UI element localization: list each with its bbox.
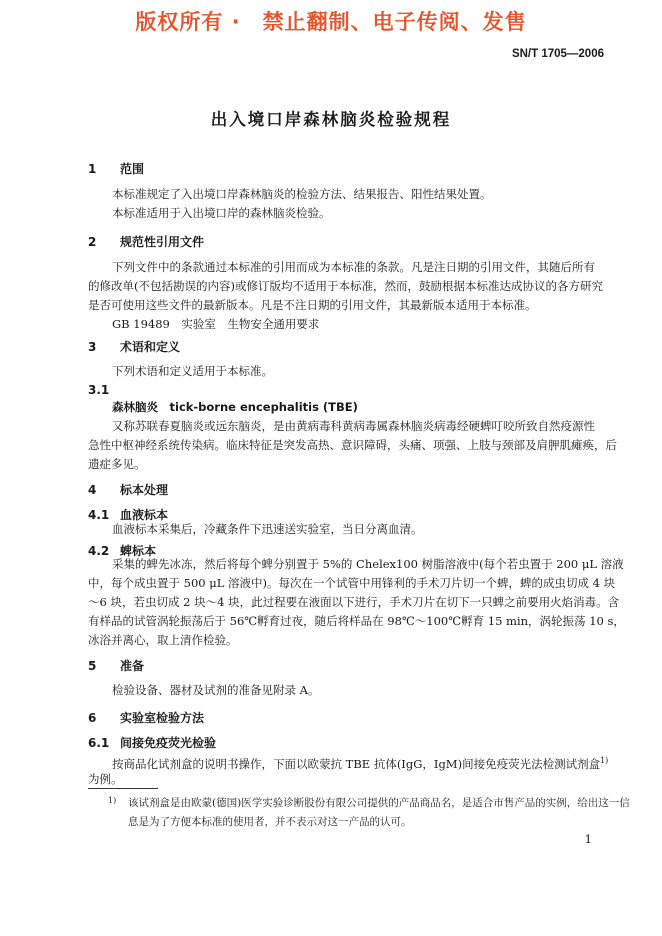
- footnote: [108, 794, 630, 832]
- section-title: 准备: [120, 659, 145, 673]
- standard-number: SN/T 1705—2006: [511, 48, 604, 60]
- paragraph-line: 检验设备、器材及试剂的准备见附录 A。: [112, 683, 320, 697]
- subsection-title: 间接免疫荧光检验: [120, 736, 217, 750]
- subsection-6-1-heading: [88, 734, 216, 751]
- paragraph-line: 的修改单(不包括勘误的内容)或修订版均不适用于本标准，然而，鼓励根据本标准达成协议的各方研究: [88, 279, 603, 293]
- section-4-1-body: [88, 520, 602, 539]
- section-1-body: [88, 185, 602, 223]
- section-2-body: [88, 258, 602, 334]
- section-title: 术语和定义: [120, 340, 181, 354]
- section-title: 实验室检验方法: [120, 711, 205, 725]
- section-1-heading: [88, 160, 144, 177]
- copyright-watermark: 版权所有 · 禁止翻制、电子传阅、发售: [135, 10, 527, 34]
- section-number: 5: [88, 659, 97, 673]
- paragraph-text: 按商品化试剂盒的说明书操作，下面以欧蒙抗 TBE 抗体(IgG，IgM)间接免疫荧光法检测试剂盒: [112, 756, 601, 771]
- section-3-intro: [88, 362, 602, 381]
- section-number: 3: [88, 340, 97, 354]
- section-6-1-body: [88, 751, 609, 789]
- section-4-2-body: [88, 555, 625, 650]
- section-title: 规范性引用文件: [120, 235, 205, 249]
- paragraph-line: 本标准适用于入出境口岸的森林脑炎检验。: [112, 206, 331, 220]
- subsection-number: 3.1: [88, 383, 110, 397]
- subsection-number: 6.1: [88, 736, 110, 750]
- paragraph-line: 又称苏联春夏脑炎或远东脑炎，是由黄病毒科黄病毒属森林脑炎病毒经硬蜱叮咬所致自然疫源性: [112, 419, 595, 433]
- footnote-marker: 1): [108, 796, 117, 805]
- section-number: 6: [88, 711, 97, 725]
- footnote-divider: [88, 788, 158, 789]
- term-entry: 森林脑炎 tick-borne encephalitis (TBE): [112, 400, 358, 414]
- paragraph-line: 冰浴并离心，取上清作检验。: [88, 633, 238, 647]
- paragraph-line: 有样品的试管涡轮振荡后于 56℃孵育过夜，随后将样品在 98℃～100℃孵育 15 min，涡轮振荡 10 s，: [88, 614, 625, 628]
- section-number: 2: [88, 235, 97, 249]
- paragraph-line: 血液标本采集后，冷藏条件下迅速送实验室，当日分离血清。: [112, 522, 423, 536]
- subsection-title: 蜱标本: [120, 544, 157, 558]
- paragraph-line: 下列文件中的条款通过本标准的引用而成为本标准的条款。凡是注日期的引用文件，其随后所有: [112, 260, 595, 274]
- subsection-number: 4.2: [88, 544, 110, 558]
- paragraph-line: 采集的蜱先冰冻，然后将每个蜱分别置于 5%的 Chelex100 树脂溶液中(每个若虫置于 200 μL 溶液: [112, 557, 624, 571]
- footnote-reference[interactable]: 1): [600, 756, 609, 765]
- subsection-title: 血液标本: [120, 508, 169, 522]
- footnote-line: 息是为了方便本标准的使用者，并不表示对这一产品的认可。: [128, 816, 412, 828]
- paragraph-line: 中，每个成虫置于 500 μL 溶液中)。每次在一个试管中用锋利的手术刀片切一个蜱，蜱的成虫切成 4 块: [88, 576, 616, 590]
- normative-reference: GB 19489 实验室 生物安全通用要求: [112, 317, 320, 331]
- footnote-line: 该试剂盒是由欧蒙(德国)医学实验诊断股份有限公司提供的产品商品名，是适合市售产品的实例，给出这一信: [128, 797, 630, 809]
- section-5-heading: [88, 657, 144, 674]
- section-title: 标本处理: [120, 483, 169, 497]
- section-number: 1: [88, 162, 97, 176]
- section-3-heading: [88, 338, 180, 355]
- paragraph-line: 为例。: [88, 772, 123, 786]
- section-number: 4: [88, 483, 97, 497]
- paragraph-line: 急性中枢神经系统传染病。临床特征是突发高热、意识障碍，头痛、项强、上肢与颈部及肩胛肌瘫痪，后: [88, 438, 617, 452]
- subsection-number: 4.1: [88, 508, 110, 522]
- section-2-heading: [88, 233, 204, 250]
- section-3-1-body: [88, 398, 617, 474]
- paragraph-line: ～6 块，若虫切成 2 块～4 块，此过程要在液面以下进行，手术刀片在切下一只蜱之前要用火焰消毒。含: [88, 595, 620, 609]
- section-5-body: [88, 681, 602, 700]
- paragraph-line: 遗症多见。: [88, 457, 146, 471]
- section-4-heading: [88, 481, 168, 498]
- paragraph-line: 本标准规定了入出境口岸森林脑炎的检验方法、结果报告、阳性结果处置。: [112, 187, 492, 201]
- paragraph-line: 是否可使用这些文件的最新版本。凡是不注日期的引用文件，其最新版本适用于本标准。: [88, 298, 537, 312]
- section-title: 范围: [120, 162, 145, 176]
- page-number: 1: [584, 832, 592, 846]
- subsection-3-1-heading: [88, 383, 109, 397]
- paragraph-line: [88, 751, 609, 771]
- section-6-heading: [88, 709, 204, 726]
- paragraph-line: 下列术语和定义适用于本标准。: [112, 364, 273, 378]
- document-title: 出入境口岸森林脑炎检验规程: [210, 110, 452, 129]
